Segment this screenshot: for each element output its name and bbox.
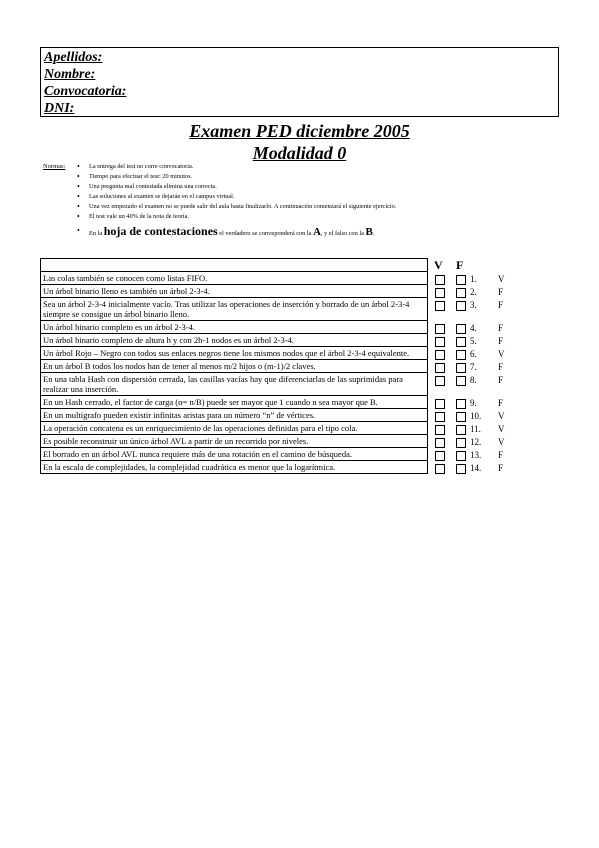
answer-key: F <box>498 374 504 385</box>
question-row <box>41 435 428 448</box>
checkbox-f[interactable] <box>456 324 466 334</box>
letter-b: B <box>365 226 373 238</box>
table-header-cell <box>41 259 428 272</box>
checkbox-f[interactable] <box>456 438 466 448</box>
checkbox-f[interactable] <box>456 376 466 386</box>
checkbox-f[interactable] <box>456 399 466 409</box>
letter-a: A <box>313 226 321 238</box>
checkbox-v[interactable] <box>435 376 445 386</box>
exam-title: Examen PED diciembre 2005 <box>189 121 410 141</box>
question-number: 2. <box>470 286 477 297</box>
answer-key: F <box>498 299 504 310</box>
answer-key: F <box>498 322 504 333</box>
student-info-box <box>40 47 559 117</box>
convocatoria-label: Convocatoria: <box>44 84 127 99</box>
answer-key: F <box>498 361 504 372</box>
checkbox-f[interactable] <box>456 425 466 435</box>
normas-list <box>77 162 569 241</box>
question-text: Sea un árbol 2-3-4 inicialmente vacío. Tras utilizar las operaciones de inserción y borrado de un árbol 2-3-4 siempre se consigue un árbol binario lleno. <box>41 298 428 321</box>
hoja-contestaciones: hoja de contestaciones <box>103 224 218 238</box>
checkbox-f[interactable] <box>456 363 466 373</box>
checkbox-v[interactable] <box>435 464 445 474</box>
normas-label: Normas: <box>43 163 66 170</box>
normas-item <box>89 224 569 241</box>
dni-label: DNI: <box>44 101 75 116</box>
question-text: Es posible reconstruir un único árbol AVL a partir de un recorrido por niveles. <box>41 435 428 448</box>
question-row <box>41 409 428 422</box>
checkbox-v[interactable] <box>435 451 445 461</box>
apellidos-label: Apellidos: <box>44 50 103 65</box>
checkbox-f[interactable] <box>456 464 466 474</box>
question-row <box>41 298 428 321</box>
question-text: En un multigrafo pueden existir infinitas aristas para un número “n” de vértices. <box>41 409 428 422</box>
checkbox-v[interactable] <box>435 425 445 435</box>
checkbox-f[interactable] <box>456 412 466 422</box>
answer-key: F <box>498 397 504 408</box>
checkbox-f[interactable] <box>456 301 466 311</box>
question-row <box>41 360 428 373</box>
normas-item: • Tiempo para efectuar el test: 20 minutos. <box>89 172 569 182</box>
question-number: 9. <box>470 397 477 408</box>
question-row <box>41 396 428 409</box>
checkbox-v[interactable] <box>435 324 445 334</box>
answer-key: F <box>498 286 504 297</box>
checkbox-f[interactable] <box>456 451 466 461</box>
question-row <box>41 321 428 334</box>
questions-table <box>40 258 428 474</box>
question-row <box>41 422 428 435</box>
answer-key: V <box>498 410 505 421</box>
question-row <box>41 285 428 298</box>
question-text: En la escala de complejidades, la complejidad cuadrática es menor que la logarítmica. <box>41 461 428 474</box>
checkbox-v[interactable] <box>435 288 445 298</box>
normas-item: • Las soluciones al examen se dejarán en el campus virtual. <box>89 192 569 202</box>
column-f-header: F <box>456 258 464 272</box>
normas-text: En la <box>89 230 103 237</box>
checkbox-f[interactable] <box>456 337 466 347</box>
question-row <box>41 448 428 461</box>
checkbox-v[interactable] <box>435 363 445 373</box>
question-number: 4. <box>470 322 477 333</box>
column-v-header: V <box>434 258 443 272</box>
answer-key: V <box>498 348 505 359</box>
question-row <box>41 272 428 285</box>
question-number: 10. <box>470 410 482 421</box>
answer-key: V <box>498 436 505 447</box>
question-text: En un árbol B todos los nodos han de tener al menos m/2 hijos o (m-1)/2 claves. <box>41 360 428 373</box>
question-number: 5. <box>470 335 477 346</box>
exam-subtitle: Modalidad 0 <box>252 143 347 163</box>
question-number: 1. <box>470 273 477 284</box>
question-text: En una tabla Hash con dispersión cerrada, las casillas vacías hay que diferenciarlas de las suprimidas para realizar una inserción. <box>41 373 428 396</box>
checkbox-f[interactable] <box>456 288 466 298</box>
question-number: 12. <box>470 436 482 447</box>
normas-item: • La entrega del test no corre convocatoria. <box>89 162 569 172</box>
normas-item: • Una vez empezado el examen no se puede salir del aula hasta finalizarlo. A continuación comenzará el siguiente ejercicio. <box>89 202 569 212</box>
question-text: Un árbol Rojo – Negro con todos sus enlaces negros tiene los mismos nodos que el árbol 2-3-4 equivalente. <box>41 347 428 360</box>
normas-text: . <box>372 230 375 237</box>
answer-key: V <box>498 423 505 434</box>
question-row <box>41 347 428 360</box>
question-text: Un árbol binario lleno es también un árbol 2-3-4. <box>41 285 428 298</box>
normas-text: el verdadero se corresponderá con la <box>219 230 312 237</box>
answer-key: V <box>498 273 505 284</box>
question-row <box>41 373 428 396</box>
question-text: Un árbol binario completo es un árbol 2-3-4. <box>41 321 428 334</box>
question-text: Las colas también se conocen como listas FIFO. <box>41 272 428 285</box>
checkbox-f[interactable] <box>456 350 466 360</box>
normas-item: • El test vale un 40% de la nota de teoría. <box>89 212 569 222</box>
question-number: 6. <box>470 348 477 359</box>
checkbox-v[interactable] <box>435 301 445 311</box>
question-row <box>41 461 428 474</box>
question-text: La operación concatena es un enriquecimiento de las operaciones definidas para el tipo cola. <box>41 422 428 435</box>
checkbox-v[interactable] <box>435 399 445 409</box>
checkbox-v[interactable] <box>435 275 445 285</box>
checkbox-v[interactable] <box>435 412 445 422</box>
checkbox-f[interactable] <box>456 275 466 285</box>
question-text: En un Hash cerrado, el factor de carga (α= n/B) puede ser mayor que 1 cuando n sea mayor que B. <box>41 396 428 409</box>
question-number: 8. <box>470 374 477 385</box>
nombre-label: Nombre: <box>44 67 96 82</box>
normas-item: • Una pregunta mal contestada elimina una correcta. <box>89 182 569 192</box>
question-number: 13. <box>470 449 482 460</box>
answer-key: F <box>498 449 504 460</box>
question-text: El borrado en un árbol AVL nunca requiere más de una rotación en el camino de búsqueda. <box>41 448 428 461</box>
question-number: 3. <box>470 299 477 310</box>
answer-key: F <box>498 462 504 473</box>
question-row <box>41 334 428 347</box>
question-number: 14. <box>470 462 482 473</box>
answer-key: F <box>498 335 504 346</box>
checkbox-v[interactable] <box>435 350 445 360</box>
checkbox-v[interactable] <box>435 438 445 448</box>
question-number: 11. <box>470 423 481 434</box>
question-text: Un árbol binario completo de altura h y con 2h-1 nodos es un árbol 2-3-4. <box>41 334 428 347</box>
table-header-row <box>41 259 428 272</box>
normas-text: , y el falso con la <box>320 230 364 237</box>
question-number: 7. <box>470 361 477 372</box>
checkbox-v[interactable] <box>435 337 445 347</box>
